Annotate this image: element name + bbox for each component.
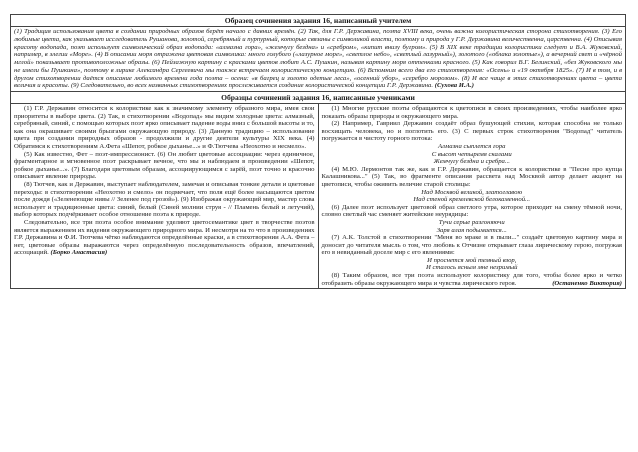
poem-line: Над стеной кремлевской белокаменной... — [413, 196, 531, 204]
right-paragraph: (2) Например, Гавриил Державин создаёт образ бушующей стихии, которая способна не только восхищать человека, но и поглотить его. (3) С первых строк стихотворения "Водопад" читатель погружается в чистоту горного потока: — [321, 120, 622, 143]
students-heading: Образцы сочинений задания 16, написанные учениками — [11, 92, 626, 104]
poem-line: Тучи серые разгоняючи — [438, 218, 505, 226]
poem-line: Жемчугу бездна и сребра... — [433, 158, 510, 166]
poem-line: Заря алая подымается... — [436, 226, 507, 234]
left-author: (Борко Анастасия) — [50, 249, 108, 257]
teacher-essay-text: (1) Традиция использования цвета в создании природных образов берёт начало с давних времён. (2) Так, для Г.Р. Державина, поэта XVIII века, очень важна колористическая сторона стихотворения. (3) Его любимые цвета, как указывает исследователь Рушанова, золотой, серебряный и пурпурный, которые связаны с символикой власти, поэтому и природа у Г.Р. Державина величественна, царственна. (4) Описывая красоту водопада, поэт использует символический образ водопада: «алмазна гора», «жемчугу бездна» и «сребром», «кипит внизу бугром». (5) В XIX веке традиции колористики следует и В.А. Жуковский, например, в элегии «Море». (4) В описании моря отражена цветовая символика: много голубого («лазурное море», «светлое небо», «светлый лазурный»), золотого («облака золотые»), а вечерний свет и «чёрной мглой» показывает противоположные образы. (6) Пейзажную картину с красками цветов любит А.С. Пушкин, называя картину моря оттенками красного. (5) Как говорил В.Г. Белинский, «без Жуковского мы не имели бы Пушкина», поэтому в лирике Александра Сергеевича мы также встречаем колористическую концепцию. (6) Вспомним всего два его стихотворения: «Осень» и «19 октября 1825». (7) И в том, и в другом стихотворении даётся описание любимого времени года поэта – осени: «в багрец и золото одетые леса», «осенний убор», «серебро морозом». (8) И все чаще в этих стихотворениях цвета – цвета величия и красоты. (9) Следовательно, во всех названных стихотворениях прослеживается создание колористической концепции Г.Р. Державина. — [14, 28, 622, 90]
student-essay-left — [11, 104, 319, 289]
essay-table — [10, 14, 626, 289]
right-paragraph: (6) Далее поэт использует цветовой образ светлого утра, которое приходит на смену тёмной ночи, словно светлый час сменяет житейские неурядицы: — [321, 203, 622, 219]
teacher-heading: Образец сочинения задания 16, написанный учителем — [11, 15, 626, 27]
left-paragraph — [14, 219, 315, 257]
poem-line: С высот четыремя скалами — [431, 150, 512, 158]
poem-line: И проснется мой темный взор, — [427, 256, 517, 264]
left-paragraph: (1) Г.Р. Державин относится к колористике как к значимому элементу образного мира, имея свои приоритеты в выборе цвета. (2) Так, в стихотворении «Водопад» мы видим холодные цвета: алмазный, серебряный, синий, с помощью которых поэт ярко описывает падение воды вниз с большой высоты и то, как она окрашивает своими брызгами окружающую природу. (3) Данную традицию – использование цвета при создании природных образов - продолжили и другие деятели культуры XIX века. (4) Обратимся к стихотворениям А.Фета «Шепот, робкое дыханье...» и Ф.Тютчева «Неохотно и несмело». — [14, 105, 315, 150]
teacher-author: (Сухова И.А.) — [434, 82, 475, 90]
left-conclusion: Следовательно, все три поэта особое внимание уделяют цветосемантике цвет в творчестве поэтов является выражением их видения окружающего природного мира. И несмотря на то что в произведениях Г.Р. Державина и Ф.И. Тютчева чётко наблюдаются определённые краски, а в стихотворении А.А. Фета – нет, цветовые образы выражаются через определённую последовательность образов, впечатлений, ассоциаций. — [14, 218, 315, 257]
right-paragraph: (1) Многие русские поэты обращаются к цветописи в своих произведениях, чтобы наиболее ярко показать образы природы и окружающего мира. — [321, 105, 622, 120]
poem-line: Над Москвой великой, златоглавою — [421, 188, 523, 196]
left-paragraph: (8) Тютчев, как и Державин, выступает наблюдателем, замечая и описывая тонкие детали и цветовые переходы: в стихотворении «Неохотно и смело» он подмечает, что поля ещё более насыщаются цветом после дождя («Зеленеющие нивы // Зеленее под грозой»). (9) Изображая окружающий мир, мастер слова использует и традиционные цвета: синий, белый (Синей молнии струя - // Пламень белый и летучий), выбор которых подчёркивает особое отношение поэта к природе. — [14, 180, 315, 219]
right-author: (Останенко Виктория) — [552, 279, 622, 287]
right-conclusion: (8) Таким образом, все три поэта используют колористику для того, чтобы более ярко и четко отобразить образы окружающего мира и чувства лирического героя. — [321, 272, 622, 287]
right-paragraph — [322, 272, 623, 287]
poem-line: Алмазна сыплется гора — [437, 142, 506, 150]
right-paragraph: (4) М.Ю. Лермонтов так же, как и Г.Р. Державин, обращается к колористике в "Песне про купца Калашникова..." (5) Так, во фрагменте описания рассвета над Москвой автор делает акцент на цветописи, чтобы оживить величие старой столицы: — [321, 165, 622, 188]
teacher-essay — [11, 27, 626, 92]
right-paragraph: (7) А.К. Толстой в стихотворении "Меня во мраке и в пыли..." создаёт цветовую картину мира и доносит до читателя мысль о том, что любовь к Отчизне открывает глаза лирическому герою, погружая его в невиданный доселе мир с его явлениями: — [321, 234, 622, 257]
poem-line: И сталось ясным мне незримый — [426, 264, 518, 272]
student-essay-right — [318, 104, 626, 289]
left-paragraph: (5) Как известно, Фет – поэт-импрессионист. (6) Он любит цветовые ассоциации: через единичное, фрагментарное и мгновенное поэт раскрывает вечное, что мы и наблюдаем в произведении «Шепот, робкое дыханье...». (7) Благодаря цветовым образам, ассоциирующимся с зарёй, поэт точно и красочно описывает явление природы. — [14, 150, 315, 181]
